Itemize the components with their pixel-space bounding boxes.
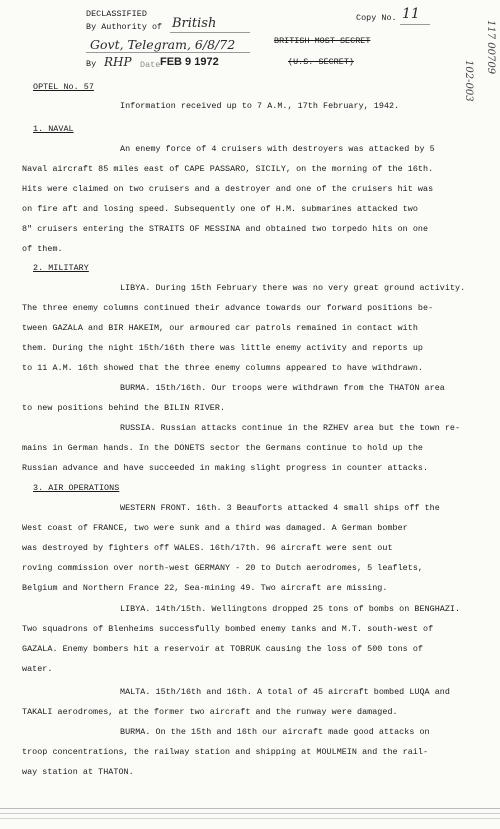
burma-air-line: BURMA. On the 15th and 16th our aircraft made good attacks on bbox=[120, 727, 430, 737]
authority-line2-underline bbox=[86, 52, 250, 53]
libya-air-line: water. bbox=[22, 664, 53, 674]
western-front-line: Belgium and Northern France 22, Sea-mining 49. Two aircraft are missing. bbox=[22, 583, 388, 593]
by-label: By bbox=[86, 59, 97, 69]
authority-handwriting: British bbox=[172, 16, 217, 31]
libya-line: LIBYA. During 15th February there was no very great ground activity. bbox=[120, 283, 466, 293]
western-front-line: roving commission over north-west GERMANY - 20 to Dutch aerodromes, 5 leaflets, bbox=[22, 563, 423, 573]
scan-edge-line bbox=[0, 808, 500, 809]
naval-line: An enemy force of 4 cruisers with destroyers was attacked by 5 bbox=[120, 144, 435, 154]
western-front-line: West coast of FRANCE, two were sunk and a third was damaged. A German bomber bbox=[22, 523, 408, 533]
scan-edge-line bbox=[0, 818, 500, 819]
naval-heading: 1. NAVAL bbox=[33, 124, 74, 134]
naval-line: on fire aft and losing speed. Subsequently one of H.M. submarines attacked two bbox=[22, 204, 418, 214]
authority-line2-handwriting: Govt, Telegram, 6/8/72 bbox=[90, 37, 236, 52]
naval-line: of them. bbox=[22, 244, 63, 254]
burma-air-line: troop concentrations, the railway station and shipping at MOULMEIN and the rail- bbox=[22, 747, 429, 757]
naval-line: Naval aircraft 85 miles east of CAPE PASSARO, SICILY, on the morning of the 16th. bbox=[22, 164, 434, 174]
side-note-2: 102-003 bbox=[463, 60, 474, 102]
optel-number: OPTEL No. 57 bbox=[33, 82, 94, 92]
naval-line: Hits were claimed on two cruisers and a destroyer and one of the cruisers hit was bbox=[22, 184, 434, 194]
date-label: Date bbox=[140, 60, 161, 70]
scan-edge-line bbox=[0, 813, 500, 814]
air-operations-heading: 3. AIR OPERATIONS bbox=[33, 483, 120, 493]
date-stamp: FEB 9 1972 bbox=[160, 56, 219, 68]
authority-underline bbox=[170, 32, 250, 33]
western-front-line: was destroyed by fighters off WALES. 16th/17th. 96 aircraft were sent out bbox=[22, 543, 393, 553]
libya-air-line: LIBYA. 14th/15th. Wellingtons dropped 25 tons of bombs on BENGHAZI. bbox=[120, 604, 461, 614]
libya-line: tween GAZALA and BIR HAKEIM, our armoured car patrols remained in contact with bbox=[22, 323, 418, 333]
by-initials: RHP bbox=[104, 55, 132, 69]
libya-air-line: Two squadrons of Blenheims successfully bombed enemy tanks and M.T. south-west of bbox=[22, 624, 434, 634]
russia-line: RUSSIA. Russian attacks continue in the RZHEV area but the town re- bbox=[120, 423, 461, 433]
declassified-label: DECLASSIFIED bbox=[86, 9, 147, 19]
burma-line: BURMA. 15th/16th. Our troops were withdrawn from the THATON area bbox=[120, 383, 445, 393]
western-front-line: WESTERN FRONT. 16th. 3 Beauforts attacked 4 small ships off the bbox=[120, 503, 440, 513]
copy-label: Copy No. bbox=[356, 13, 397, 23]
copy-underline bbox=[400, 24, 430, 25]
authority-label: By Authority of bbox=[86, 22, 163, 32]
burma-air-line: way station at THATON. bbox=[22, 767, 134, 777]
naval-line: 8" cruisers entering the STRAITS OF MESSINA and obtained two torpedo hits on one bbox=[22, 224, 429, 234]
malta-line: MALTA. 15th/16th and 16th. A total of 45 aircraft bombed LUQA and bbox=[120, 687, 450, 697]
russia-line: mains in German hands. In the DONETS sector the Germans continue to hold up the bbox=[22, 443, 423, 453]
side-note-1: 117 00709 bbox=[485, 20, 496, 75]
info-received-line: Information received up to 7 A.M., 17th February, 1942. bbox=[120, 101, 400, 111]
libya-air-line: GAZALA. Enemy bombers hit a reservoir at TOBRUK causing the loss of 500 tons of bbox=[22, 644, 423, 654]
libya-line: them. During the night 15th/16th there was little enemy activity and reports up bbox=[22, 343, 423, 353]
malta-line: TAKALI aerodromes, at the former two aircraft and the runway were damaged. bbox=[22, 707, 398, 717]
secret-struck-text: BRITISH MOST SECRET bbox=[274, 36, 371, 46]
libya-line: to 11 A.M. 16th showed that the three enemy columns appeared to have withdrawn. bbox=[22, 363, 423, 373]
libya-line: The three enemy columns continued their advance towards our forward positions be- bbox=[22, 303, 434, 313]
copy-number: 11 bbox=[402, 6, 420, 22]
us-secret-text: (U.S. SECRET) bbox=[288, 57, 354, 67]
burma-line: to new positions behind the BILIN RIVER. bbox=[22, 403, 226, 413]
military-heading: 2. MILITARY bbox=[33, 263, 89, 273]
russia-line: Russian advance and have succeeded in making slight progress in counter attacks. bbox=[22, 463, 429, 473]
